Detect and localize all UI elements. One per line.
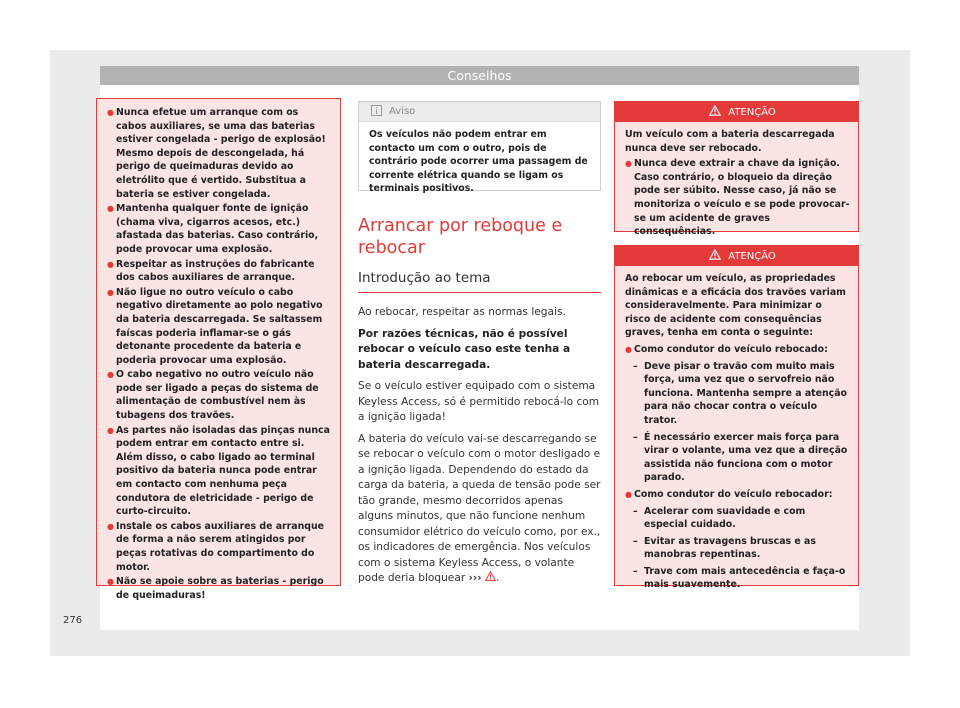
page-number: 276 [63, 615, 83, 626]
attention-header [615, 246, 858, 266]
section-header: Conselhos [100, 66, 859, 85]
paragraph: Ao rebocar, respeitar as normas legais. [358, 306, 566, 318]
list-item: ● Nunca deve extrair a chave da ignição. Caso contrário, o bloqueio da direção pode ser súbito. Nesse caso, já não se monitoriza o veículo e se pode provocar-se um acidente de graves consequências. [625, 157, 850, 239]
attention-title: ATENÇÃO [728, 106, 776, 118]
sub-list-item: – É necessário exercer mais força para virar o volante, uma vez que a direção assistida não funciona com o motor parado. [625, 431, 850, 485]
attention-box-2 [614, 245, 859, 591]
continue-arrows-icon: ››› [468, 572, 482, 584]
list-item: ● O cabo negativo no outro veículo não pode ser ligado a peças do sistema de alimentação de combustível nem às tubagens dos travões. [107, 368, 332, 422]
warning-triangle-icon [709, 105, 721, 119]
list-item: ● Não ligue no outro veículo o cabo negativo diretamente ao polo negativo da bateria descarregada. Se saltassem faíscas poderia inflamar-se o gás detonante procedente da bateria e poderia provocar uma explosão. [107, 286, 332, 368]
paragraph-bold: Por razões técnicas, não é possível rebocar o veículo caso este tenha a bateria descarregada. [358, 327, 571, 371]
notice-title: Aviso [389, 106, 416, 117]
attention-intro: Um veículo com a bateria descarregada nunca deve ser rebocado. [625, 129, 835, 154]
warning-triangle-icon [485, 572, 496, 584]
paragraph-text: A bateria do veículo vai-se descarregando se se rebocar o veículo com o motor desligado e a ignição ligada. Dependendo do estado da carga da bateria, a queda de tensão pode ser tão grande, mesmo decorridos apenas alguns minutos, que não funcione nenhum consumidor elétrico do veículo como, por ex., os indicadores de emergência. Nos veículos com o sistema Keyless Access, o volante pode deria bloquear [358, 432, 601, 584]
sub-list-item: – Evitar as travagens bruscas e as manobras repentinas. [625, 535, 850, 562]
sub-list-item: – Acelerar com suavidade e com especial cuidado. [625, 505, 850, 532]
attention-title: ATENÇÃO [728, 250, 776, 262]
list-item: ● Nunca efetue um arranque com os cabos auxiliares, se uma das baterias estiver congelada - perigo de explosão! Mesmo depois de descongelada, há perigo de queimaduras devido ao eletrólito que é vertido. Substitua a bateria se estiver congelada. [107, 106, 332, 201]
attention-box-1 [614, 101, 859, 238]
sub-list-item: – Trave com mais antecedência e faça-o mais suavemente. [625, 565, 850, 592]
info-icon [371, 105, 382, 119]
safety-warnings-box [96, 98, 341, 601]
list-item: ● As partes não isoladas das pinças nunca podem entrar em contacto entre si. Além disso, o cabo ligado ao terminal positivo da bateria nunca pode entrar em contacto com nenhuma peça condutora de eletricidade - perigo de curto-circuito. [107, 424, 332, 519]
paragraph-last: A bateria do veículo vai-se descarregando se se rebocar o veículo com o motor desligado e a ignição ligada. Dependendo do estado da carga da bateria, a queda de tensão pode ser tão grande, mesmo decorridos apenas alguns minutos, que não funcione nenhum consumidor elétrico do veículo como, por ex., os indicadores de emergência. Nos veículos com o sistema Keyless Access, o volante pode deria bloquear ››› . [358, 432, 601, 584]
section-heading: Arrancar por reboque e rebocar [358, 216, 563, 258]
notice-box [358, 101, 601, 195]
sub-list-item: – Deve pisar o travão com muito mais força, uma vez que o servofreio não funciona. Mantenha sempre a atenção para não chocar contra o veículo trator. [625, 360, 850, 428]
list-item: ● Como condutor do veículo rebocado: [625, 343, 850, 357]
warning-triangle-icon [709, 249, 721, 263]
attention-header [615, 102, 858, 122]
list-item: ● Mantenha qualquer fonte de ignição (chama viva, cigarros acesos, etc.) afastada das baterias. Caso contrário, pode provocar uma explosão. [107, 202, 332, 256]
section-subheading: Introdução ao tema [358, 270, 601, 293]
notice-text: Os veículos não podem entrar em contacto um com o outro, pois de contrário pode ocorrer uma passagem de corrente elétrica quando se ligam os terminais positivos. [369, 129, 588, 195]
main-column [358, 215, 601, 593]
paragraph: Se o veículo estiver equipado com o sistema Keyless Access, só é permitido rebocá-lo com a ignição ligada! [358, 380, 600, 423]
list-item: ● Respeitar as instruções do fabricante dos cabos auxiliares de arranque. [107, 258, 332, 285]
attention-intro: Ao rebocar um veículo, as propriedades dinâmicas e a eficácia dos travões variam consideravelmente. Para minimizar o risco de acidente com consequências graves, tenha em conta o seguinte: [625, 273, 846, 339]
list-item: ● Instale os cabos auxiliares de arranque de forma a não serem atingidos por peças rotativas do compartimento do motor. [107, 520, 332, 574]
list-item: ● Não se apoie sobre as baterias - perigo de queimaduras! [107, 575, 332, 602]
list-item: ● Como condutor do veículo rebocador: [625, 488, 850, 502]
notice-header [359, 102, 600, 122]
